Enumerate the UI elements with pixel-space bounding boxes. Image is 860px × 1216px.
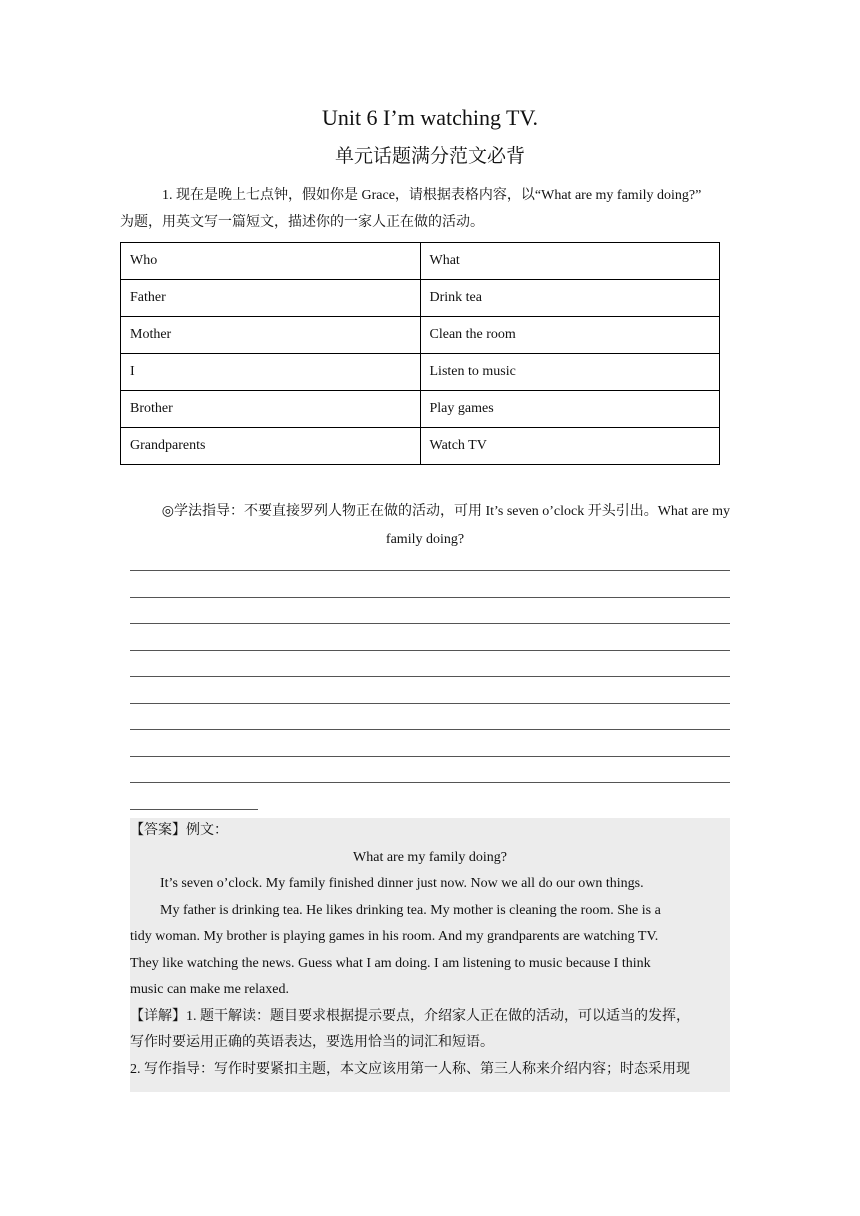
answer-section (130, 818, 730, 1092)
table-cell-what: Watch TV (420, 428, 720, 465)
writing-line (130, 703, 730, 704)
family-activity-table (120, 242, 720, 465)
essay-paragraph-2-line-2: tidy woman. My brother is playing games in his room. And my grandparents are watching TV. (130, 929, 659, 944)
writing-line (130, 650, 730, 651)
table-cell-who: Mother (121, 317, 421, 354)
essay-paragraph-2-line-3: They like watching the news. Guess what I am doing. I am listening to music because I think (130, 955, 651, 971)
explanation-1-line-1: 【详解】1. 题干解读：题目要求根据提示要点，介绍家人正在做的活动，可以适当的发挥， (130, 1008, 690, 1024)
writing-guide (120, 498, 730, 554)
writing-line (130, 676, 730, 677)
writing-line (130, 570, 730, 571)
writing-line (130, 597, 730, 598)
table-cell-what: Clean the room (420, 317, 720, 354)
essay-paragraph-2-line-1: My father is drinking tea. He likes drinking tea. My mother is cleaning the room. She is a (160, 902, 661, 918)
writing-line (130, 782, 730, 783)
essay-paragraph-2-line-4: music can make me relaxed. (130, 982, 289, 997)
page-title: Unit 6 I’m watching TV. (321, 105, 539, 130)
explanation-2-line-1: 2. 写作指导：写作时要紧扣主题，本文应该用第一人称、第三人称来介绍内容；时态采用现 (130, 1061, 690, 1077)
writing-line (130, 756, 730, 757)
table-row (121, 354, 720, 391)
guide-line-2: family doing? (385, 532, 465, 547)
table-cell-who: Brother (121, 391, 421, 428)
writing-line-short (130, 809, 258, 810)
table-row (121, 280, 720, 317)
table-cell-who: Father (121, 280, 421, 317)
guide-line-1: ◎学法指导：不要直接罗列人物正在做的活动，可用 It’s seven o’clock 开头引出。What are my (161, 504, 730, 519)
table-cell-what: Listen to music (420, 354, 720, 391)
writing-lines (130, 570, 730, 835)
table-row (121, 428, 720, 465)
table-header-row (121, 243, 720, 280)
table-cell-what: Play games (420, 391, 720, 428)
table-header-cell: What (420, 243, 720, 280)
question-line-1: 1. 现在是晚上七点钟，假如你是 Grace，请根据表格内容，以“What are my family doing?” (162, 188, 702, 203)
table-cell-who: I (121, 354, 421, 391)
table-cell-who: Grandparents (121, 428, 421, 465)
question-line-2: 为题，用英文写一篇短文，描述你的一家人正在做的活动。 (120, 215, 484, 230)
writing-line (130, 623, 730, 624)
essay-paragraph-1: It’s seven o’clock. My family finished dinner just now. Now we all do our own things. (160, 876, 644, 891)
table-row (121, 317, 720, 354)
essay-title: What are my family doing? (353, 849, 507, 865)
answer-label: 【答案】例文： (130, 823, 228, 838)
table-cell-what: Drink tea (420, 280, 720, 317)
table-header-cell: Who (121, 243, 421, 280)
question-prompt (120, 182, 730, 236)
table-row (121, 391, 720, 428)
explanation-1-line-2: 写作时要运用正确的英语表达，要选用恰当的词汇和短语。 (130, 1035, 494, 1050)
page-subtitle: 单元话题满分范文必背 (334, 146, 525, 167)
writing-line (130, 729, 730, 730)
